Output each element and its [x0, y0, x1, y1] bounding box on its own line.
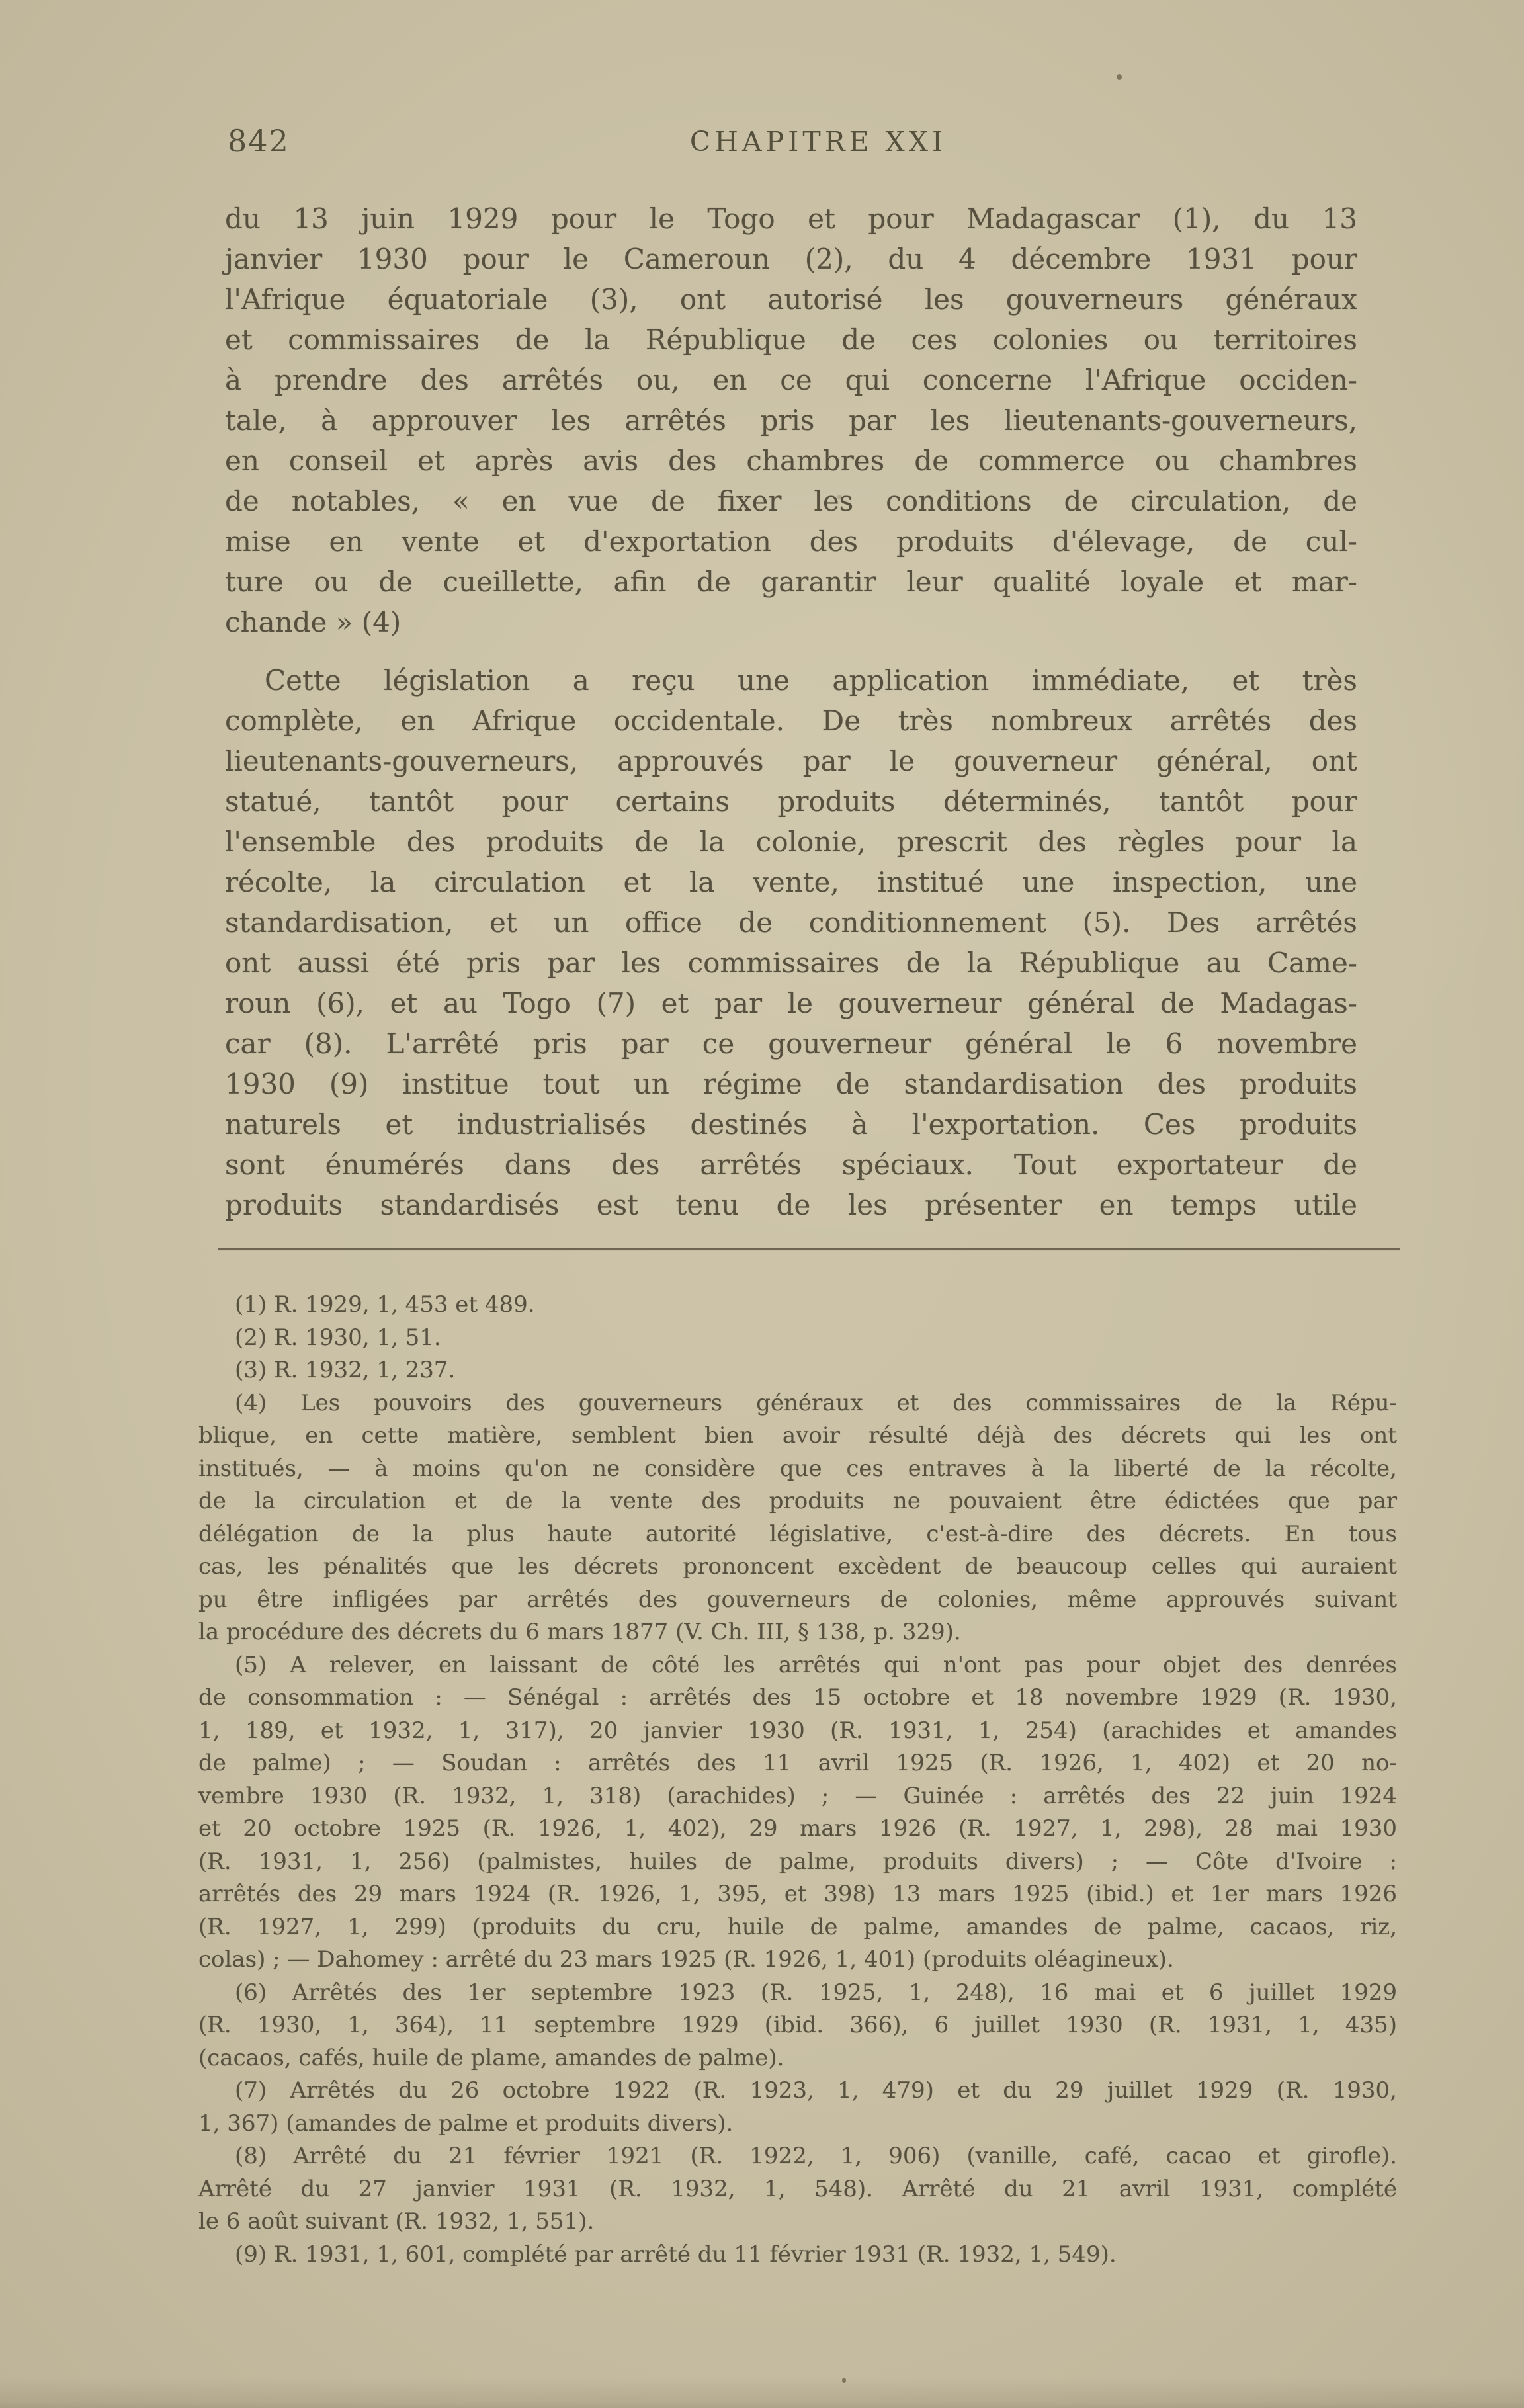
- text-line: (6) Arrêtés des 1er septembre 1923 (R. 1925, 1, 248), 16 mai et 6 juillet 1929: [235, 1979, 1397, 2006]
- text-line: chande » (4): [225, 606, 402, 638]
- paper-speck: [842, 2378, 846, 2383]
- text-line: 1, 189, et 1932, 1, 317), 20 janvier 1930 (R. 1931, 1, 254) (arachides et amandes: [198, 1717, 1397, 1744]
- text-line: de notables, « en vue de fixer les conditions de circulation, de: [225, 485, 1357, 517]
- text-line: statué, tantôt pour certains produits déterminés, tantôt pour: [225, 785, 1357, 818]
- text-line: (5) A relever, en laissant de côté les arrêtés qui n'ont pas pour objet des denrées: [235, 1651, 1397, 1678]
- text-line: l'Afrique équatoriale (3), ont autorisé les gouverneurs généraux: [225, 283, 1357, 316]
- text-line: complète, en Afrique occidentale. De très nombreux arrêtés des: [225, 705, 1357, 737]
- footnote-8: [198, 2140, 1397, 2239]
- paper-speck: [1117, 74, 1122, 80]
- footnote-4: [198, 1387, 1397, 1649]
- text-line: (8) Arrêté du 21 février 1921 (R. 1922, 1, 906) (vanille, café, cacao et girofle).: [235, 2143, 1397, 2169]
- text-line: pu être infligées par arrêtés des gouverneurs de colonies, même approuvés suivant: [198, 1586, 1397, 1613]
- footnote-5: [198, 1649, 1397, 1977]
- text-line: ont aussi été pris par les commissaires de la République au Came-: [225, 947, 1357, 979]
- chapter-title: CHAPITRE XXI: [689, 126, 947, 157]
- text-line: vembre 1930 (R. 1932, 1, 318) (arachides) ; — Guinée : arrêtés des 22 juin 1924: [198, 1782, 1397, 1809]
- text-line: à prendre des arrêtés ou, en ce qui concerne l'Afrique occiden-: [225, 364, 1357, 396]
- text-line: (1) R. 1929, 1, 453 et 489.: [235, 1291, 535, 1318]
- paragraph-2: [225, 660, 1357, 1225]
- text-line: lieutenants-gouverneurs, approuvés par le gouverneur général, ont: [225, 745, 1357, 777]
- text-line: Arrêté du 27 janvier 1931 (R. 1932, 1, 548). Arrêté du 21 avril 1931, complété: [198, 2175, 1397, 2202]
- text-line: ture ou de cueillette, afin de garantir leur qualité loyale et mar-: [225, 566, 1357, 598]
- text-line: standardisation, et un office de conditionnement (5). Des arrêtés: [225, 906, 1357, 939]
- text-line: (R. 1930, 1, 364), 11 septembre 1929 (ibid. 366), 6 juillet 1930 (R. 1931, 1, 435): [198, 2012, 1397, 2038]
- text-line: (R. 1927, 1, 299) (produits du cru, huile de palme, amandes de palme, cacaos, riz,: [198, 1913, 1397, 1940]
- text-line: et 20 octobre 1925 (R. 1926, 1, 402), 29 mars 1926 (R. 1927, 1, 298), 28 mai 1930: [198, 1815, 1397, 1842]
- text-line: roun (6), et au Togo (7) et par le gouverneur général de Madagas-: [225, 987, 1357, 1019]
- running-header: [0, 123, 1524, 169]
- paragraph-1: [225, 198, 1357, 642]
- text-line: l'ensemble des produits de la colonie, prescrit des règles pour la: [225, 826, 1357, 858]
- text-line: (cacaos, cafés, huile de plame, amandes de palme).: [198, 2044, 784, 2071]
- text-line: janvier 1930 pour le Cameroun (2), du 4 décembre 1931 pour: [225, 243, 1357, 275]
- footnote-1: [198, 1289, 1397, 1322]
- footnote-2: [198, 1322, 1397, 1355]
- text-line: 1, 367) (amandes de palme et produits divers).: [198, 2110, 734, 2137]
- text-line: (3) R. 1932, 1, 237.: [235, 1357, 456, 1383]
- text-line: (2) R. 1930, 1, 51.: [235, 1324, 441, 1351]
- text-line: tale, à approuver les arrêtés pris par les lieutenants-gouverneurs,: [225, 404, 1357, 437]
- text-line: (R. 1931, 1, 256) (palmistes, huiles de palme, produits divers) ; — Côte d'Ivoire :: [198, 1848, 1397, 1875]
- text-line: de la circulation et de la vente des produits ne pouvaient être édictées que par: [198, 1488, 1397, 1514]
- body-text: [225, 198, 1357, 1225]
- footnotes-block: [198, 1289, 1397, 2271]
- text-line: produits standardisés est tenu de les présenter en temps utile: [225, 1189, 1357, 1221]
- text-line: délégation de la plus haute autorité législative, c'est-à-dire des décrets. En tous: [198, 1520, 1397, 1547]
- text-line: cas, les pénalités que les décrets prononcent excèdent de beaucoup celles qui auraient: [198, 1553, 1397, 1580]
- text-line: blique, en cette matière, semblent bien avoir résulté déjà des décrets qui les ont: [198, 1422, 1397, 1449]
- text-line: de consommation : — Sénégal : arrêtés des 15 octobre et 18 novembre 1929 (R. 1930,: [198, 1684, 1397, 1711]
- text-line: (9) R. 1931, 1, 601, complété par arrêté du 11 février 1931 (R. 1932, 1, 549).: [235, 2241, 1117, 2268]
- text-line: 1930 (9) institue tout un régime de standardisation des produits: [225, 1068, 1357, 1100]
- text-line: sont énumérés dans des arrêtés spéciaux. Tout exportateur de: [225, 1148, 1357, 1181]
- footnote-7: [198, 2075, 1397, 2140]
- text-line: colas) ; — Dahomey : arrêté du 23 mars 1925 (R. 1926, 1, 401) (produits oléagineux).: [198, 1946, 1174, 1973]
- text-line: car (8). L'arrêté pris par ce gouverneur général le 6 novembre: [225, 1027, 1357, 1060]
- text-line: du 13 juin 1929 pour le Togo et pour Madagascar (1), du 13: [225, 202, 1357, 235]
- text-line: arrêtés des 29 mars 1924 (R. 1926, 1, 395, et 398) 13 mars 1925 (ibid.) et 1er mars 1926: [198, 1881, 1397, 1907]
- text-line: le 6 août suivant (R. 1932, 1, 551).: [198, 2208, 595, 2235]
- text-line: institués, — à moins qu'on ne considère que ces entraves à la liberté de la récolte,: [198, 1455, 1397, 1482]
- footnote-separator-rule: [218, 1248, 1400, 1250]
- text-line: (7) Arrêtés du 26 octobre 1922 (R. 1923, 1, 479) et du 29 juillet 1929 (R. 1930,: [235, 2077, 1397, 2104]
- text-line: récolte, la circulation et la vente, institué une inspection, une: [225, 866, 1357, 898]
- footnote-9: [198, 2239, 1397, 2272]
- text-line: et commissaires de la République de ces colonies ou territoires: [225, 323, 1357, 356]
- text-line: Cette législation a reçu une application immédiate, et très: [265, 664, 1357, 697]
- text-line: la procédure des décrets du 6 mars 1877 (V. Ch. III, § 138, p. 329).: [198, 1619, 961, 1645]
- text-line: naturels et industrialisés destinés à l'exportation. Ces produits: [225, 1108, 1357, 1140]
- footnote-3: [198, 1354, 1397, 1387]
- footnote-6: [198, 1977, 1397, 2075]
- page-number: 842: [228, 123, 290, 159]
- text-line: en conseil et après avis des chambres de commerce ou chambres: [225, 445, 1357, 477]
- text-line: mise en vente et d'exportation des produits d'élevage, de cul-: [225, 525, 1357, 558]
- text-line: (4) Les pouvoirs des gouverneurs généraux et des commissaires de la Répu-: [235, 1389, 1397, 1416]
- text-line: de palme) ; — Soudan : arrêtés des 11 avril 1925 (R. 1926, 1, 402) et 20 no-: [198, 1750, 1397, 1776]
